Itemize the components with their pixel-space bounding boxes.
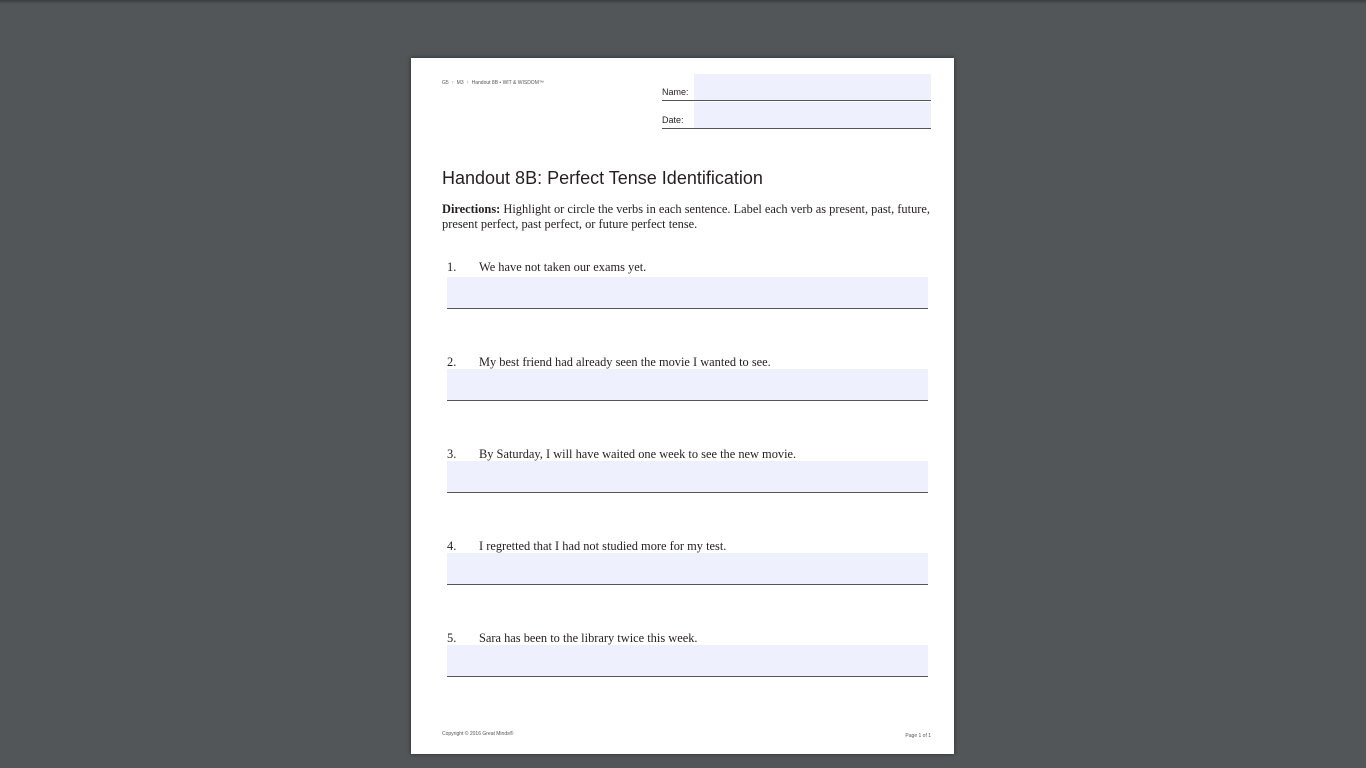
answer-field-1[interactable] [447, 277, 928, 309]
chevron-right-icon: › [451, 80, 454, 86]
question-number: 4. [447, 539, 457, 553]
question-number: 1. [447, 260, 457, 274]
breadcrumb [442, 80, 544, 86]
directions-label: Directions: [442, 202, 501, 216]
name-underline [662, 100, 931, 101]
copyright-footer: Copyright © 2016 Great Minds® [442, 731, 514, 737]
answer-field-3[interactable] [447, 461, 928, 493]
name-label: Name: [662, 87, 689, 97]
date-label: Date: [662, 115, 684, 125]
name-field[interactable] [694, 74, 931, 101]
question-text: By Saturday, I will have waited one week to see the new movie. [479, 447, 797, 461]
directions [442, 202, 932, 232]
question-text: We have not taken our exams yet. [479, 260, 647, 274]
question-text: I regretted that I had not studied more for my test. [479, 539, 727, 553]
answer-field-5[interactable] [447, 645, 928, 677]
date-field[interactable] [694, 102, 931, 129]
answer-field-2[interactable] [447, 369, 928, 401]
question-number: 5. [447, 631, 457, 645]
breadcrumb-module: M3 [456, 80, 464, 86]
question-text: Sara has been to the library twice this week. [479, 631, 698, 645]
viewer-top-shadow [0, 0, 1366, 4]
page-title: Handout 8B: Perfect Tense Identification [442, 168, 763, 188]
answer-field-4[interactable] [447, 553, 928, 585]
directions-text: Highlight or circle the verbs in each sentence. Label each verb as present, past, future, present perfect, past perfect, or future perfect tense. [442, 202, 930, 231]
chevron-right-icon: › [466, 80, 469, 86]
page-number: Page 1 of 1 [905, 733, 931, 739]
question-text: My best friend had already seen the movie I wanted to see. [479, 355, 771, 369]
date-underline [662, 128, 931, 129]
question-number: 3. [447, 447, 457, 461]
question-number: 2. [447, 355, 457, 369]
pdf-page [411, 58, 954, 754]
breadcrumb-handout: Handout 8B • WIT & WISDOM™ [471, 80, 544, 86]
name-field-row [662, 74, 931, 101]
breadcrumb-grade: G5 [442, 80, 449, 86]
date-field-row [662, 102, 931, 129]
